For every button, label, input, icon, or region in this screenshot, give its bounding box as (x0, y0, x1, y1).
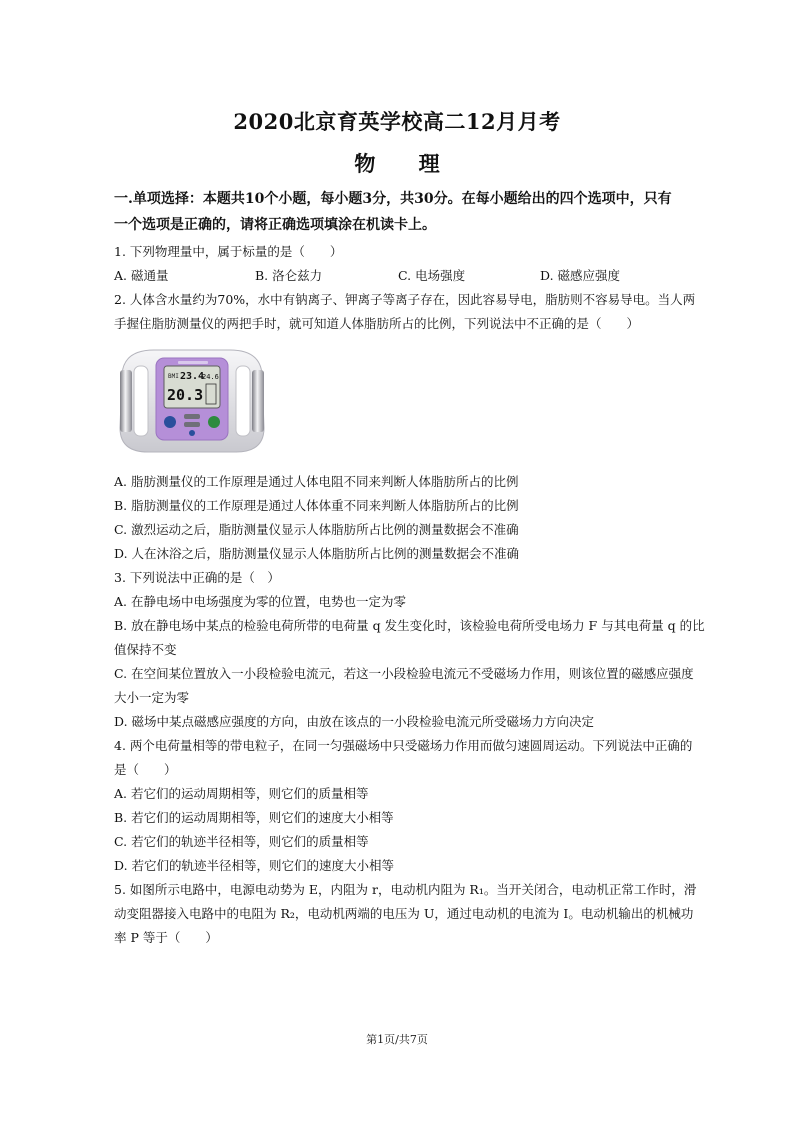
q4-option-c: C. 若它们的轨迹半径相等，则它们的质量相等 (114, 834, 369, 849)
subject-char-1: 物 (354, 151, 376, 176)
section-instructions (114, 186, 684, 238)
q1-option-a: A. 磁通量 (114, 268, 169, 283)
green-button-icon (208, 416, 220, 428)
q3-option-a: A. 在静电场中电场强度为零的位置，电势也一定为零 (114, 594, 406, 609)
q3-option-b-line-2: 值保持不变 (114, 642, 177, 657)
q2-option-c: C. 激烈运动之后，脂肪测量仪显示人体脂肪所占比例的测量数据会不准确 (114, 522, 519, 537)
q3-option-c-line-2: 大小一定为零 (114, 690, 190, 705)
section-instructions-line-2: 一个选项是正确的，请将正确选项填涂在机读卡上。 (114, 217, 436, 233)
q3-stem: 3. 下列说法中正确的是（ ） (114, 570, 280, 585)
q5-stem-line-1: 5. 如图所示电路中，电源电动势为 E，内阻为 r，电动机内阻为 R₁。当开关闭合，电动机正常工作时，滑 (114, 882, 697, 897)
body-fat-meter-illustration (114, 344, 270, 460)
body-fat-meter-image (114, 344, 270, 460)
q1-option-c: C. 电场强度 (398, 268, 466, 283)
lcd-top-reading: 23.4 (180, 371, 205, 382)
mid-key-icon (184, 422, 200, 427)
small-blue-button-icon (189, 430, 195, 436)
up-key-icon (184, 414, 200, 419)
subject-heading (0, 148, 794, 178)
blue-button-icon (164, 416, 176, 428)
page-number: 第1页/共7页 (366, 1033, 428, 1046)
q3-option-c-line-1: C. 在空间某位置放入一小段检验电流元，若这一小段检验电流元不受磁场力作用，则该位置的磁感应强度 (114, 666, 694, 681)
q1-stem: 1. 下列物理量中，属于标量的是（ ） (114, 244, 343, 259)
q2-stem-line-1: 2. 人体含水量约为70%，水中有钠离子、钾离子等离子存在，因此容易导电，脂肪则不容易导电。当人两 (114, 292, 696, 307)
brand-strip (178, 361, 208, 364)
q3-option-b-line-1: B. 放在静电场中某点的检验电荷所带的电荷量 q 发生变化时，该检验电荷所受电场力 F 与其电荷量 q 的比 (114, 618, 705, 633)
exam-title: 2020北京育英学校高二12月月考 (233, 109, 561, 134)
q2-option-a: A. 脂肪测量仪的工作原理是通过人体电阻不同来判断人体脂肪所占的比例 (114, 474, 519, 489)
q3-option-d: D. 磁场中某点磁感应强度的方向，由放在该点的一小段检验电流元所受磁场力方向决定 (114, 714, 595, 729)
q2-option-d: D. 人在沐浴之后，脂肪测量仪显示人体脂肪所占比例的测量数据会不准确 (114, 546, 520, 561)
lcd-bmi-label: BMI (168, 373, 179, 380)
subject-char-2: 理 (418, 151, 440, 176)
q5-stem-line-2: 动变阻器接入电路中的电阻为 R₂，电动机两端的电压为 U，通过电动机的电流为 I。电动机输出的机械功 (114, 906, 694, 921)
q4-stem-line-2: 是（ ） (114, 762, 177, 777)
q4-option-b: B. 若它们的运动周期相等，则它们的速度大小相等 (114, 810, 394, 825)
q2-option-b: B. 脂肪测量仪的工作原理是通过人体体重不同来判断人体脂肪所占的比例 (114, 498, 519, 513)
lcd-side-reading: 24.6 (202, 373, 219, 381)
q1-option-b: B. 洛仑兹力 (255, 268, 323, 283)
section-instructions-line-1: 一.单项选择：本题共10个小题，每小题3分，共30分。在每小题给出的四个选项中，只有 (114, 191, 672, 207)
q4-option-d: D. 若它们的轨迹半径相等，则它们的速度大小相等 (114, 858, 395, 873)
q2-stem-line-2: 手握住脂肪测量仪的两把手时，就可知道人体脂肪所占的比例，下列说法中不正确的是（ ） (114, 316, 640, 331)
q1-option-d: D. 磁感应强度 (540, 268, 621, 283)
q5-stem-line-3: 率 P 等于（ ） (114, 930, 218, 945)
q4-option-a: A. 若它们的运动周期相等，则它们的质量相等 (114, 786, 369, 801)
lcd-main-reading: 20.3 (167, 386, 204, 404)
q4-stem-line-1: 4. 两个电荷量相等的带电粒子，在同一匀强磁场中只受磁场力作用而做匀速圆周运动。下列说法中正确的 (114, 738, 693, 753)
